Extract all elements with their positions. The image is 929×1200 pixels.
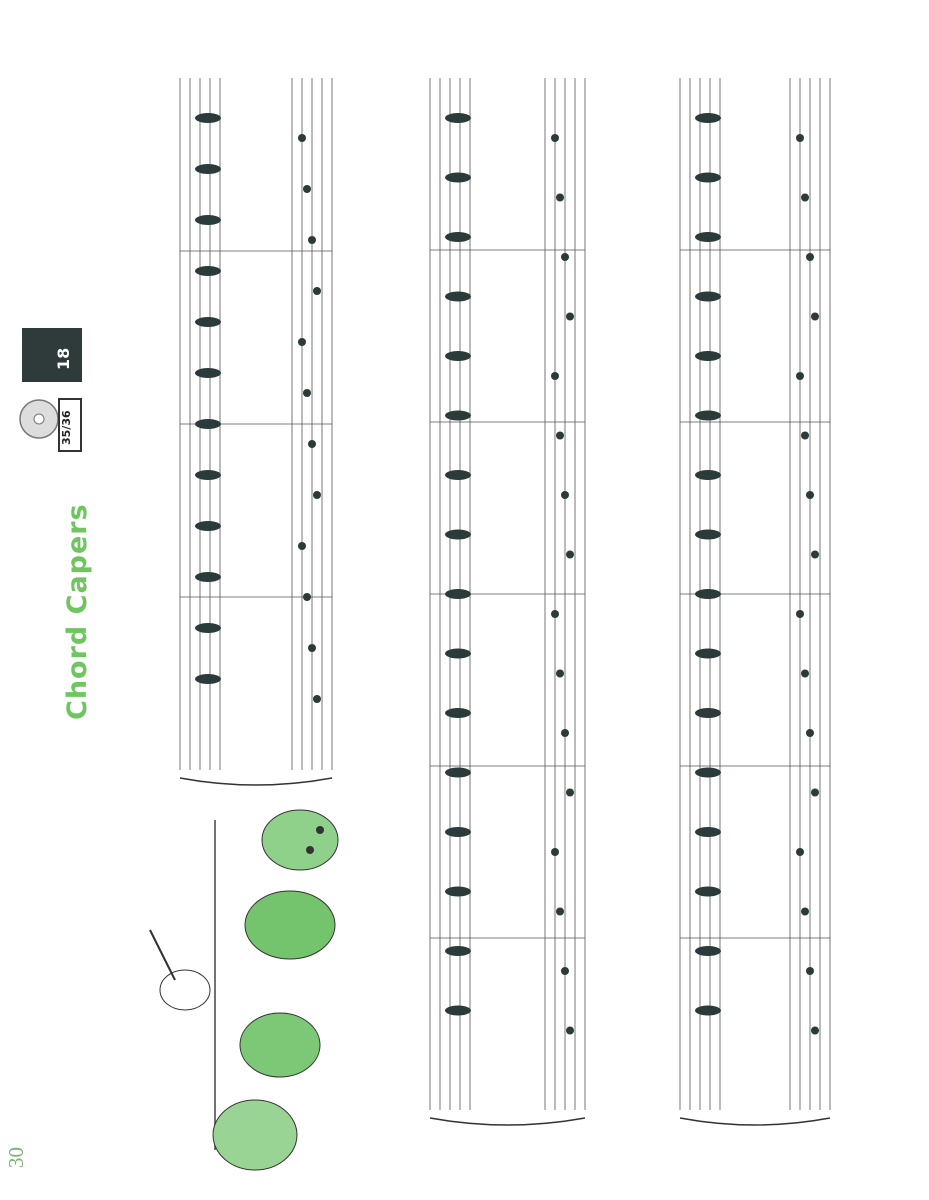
chord-note: [195, 215, 221, 225]
chord-note: [695, 827, 721, 837]
bass-note: [811, 789, 819, 797]
bass-note: [313, 491, 321, 499]
chord-note: [695, 589, 721, 599]
system-brace: [430, 1118, 585, 1125]
chord-note: [445, 1006, 471, 1016]
bass-note: [561, 729, 569, 737]
bass-note: [556, 908, 564, 916]
disk-track-number: 18: [54, 347, 73, 370]
bass-note: [303, 389, 311, 397]
chord-note: [195, 470, 221, 480]
bass-note: [566, 551, 574, 559]
chord-note: [445, 113, 471, 123]
bass-note: [313, 287, 321, 295]
chord-note: [695, 411, 721, 421]
chord-note: [695, 887, 721, 897]
chord-note: [445, 827, 471, 837]
chord-note: [695, 470, 721, 480]
chord-note: [445, 768, 471, 778]
chord-note: [695, 1006, 721, 1016]
bass-note: [551, 848, 559, 856]
chord-note: [445, 589, 471, 599]
bass-note: [551, 372, 559, 380]
chord-note: [195, 164, 221, 174]
bass-note: [308, 440, 316, 448]
chord-note: [195, 623, 221, 633]
chord-note: [695, 768, 721, 778]
system-brace: [680, 1118, 830, 1125]
bass-note: [796, 134, 804, 142]
chord-note: [445, 887, 471, 897]
bass-note: [298, 338, 306, 346]
chord-note: [695, 113, 721, 123]
chord-note: [445, 351, 471, 361]
cd-track-number: 35/36: [60, 410, 73, 445]
bass-note: [308, 236, 316, 244]
bass-note: [801, 670, 809, 678]
chord-note: [195, 521, 221, 531]
bass-note: [561, 253, 569, 261]
bass-note: [561, 491, 569, 499]
bass-note: [801, 432, 809, 440]
bass-note: [811, 551, 819, 559]
chord-note: [445, 173, 471, 183]
chord-note: [195, 368, 221, 378]
bass-note: [806, 967, 814, 975]
bass-note: [806, 729, 814, 737]
chord-note: [695, 232, 721, 242]
bass-note: [566, 1027, 574, 1035]
chord-note: [195, 674, 221, 684]
bass-note: [556, 432, 564, 440]
bass-note: [308, 644, 316, 652]
chord-note: [695, 173, 721, 183]
bass-note: [806, 491, 814, 499]
bass-note: [303, 185, 311, 193]
chord-note: [695, 292, 721, 302]
bass-note: [298, 542, 306, 550]
bass-note: [796, 372, 804, 380]
bass-note: [796, 610, 804, 618]
chord-note: [195, 317, 221, 327]
bass-note: [303, 593, 311, 601]
bass-note: [551, 610, 559, 618]
bass-note: [801, 194, 809, 202]
bass-note: [566, 313, 574, 321]
page-title: Chord Capers: [62, 503, 93, 720]
chord-note: [695, 946, 721, 956]
chord-note: [445, 946, 471, 956]
chord-note: [195, 113, 221, 123]
bass-note: [556, 670, 564, 678]
bass-note: [313, 695, 321, 703]
chord-note: [195, 266, 221, 276]
chord-note: [695, 351, 721, 361]
chord-note: [695, 649, 721, 659]
bass-note: [806, 253, 814, 261]
chord-note: [445, 470, 471, 480]
bass-note: [796, 848, 804, 856]
chord-note: [445, 708, 471, 718]
chord-note: [695, 530, 721, 540]
chord-note: [195, 572, 221, 582]
page-number: 30: [4, 1147, 28, 1168]
bass-note: [811, 1027, 819, 1035]
chord-note: [195, 419, 221, 429]
chord-note: [445, 292, 471, 302]
bass-note: [551, 134, 559, 142]
system-brace: [180, 778, 332, 785]
bass-note: [556, 194, 564, 202]
chord-note: [445, 232, 471, 242]
bass-note: [566, 789, 574, 797]
chord-note: [445, 530, 471, 540]
chord-note: [445, 649, 471, 659]
bass-note: [801, 908, 809, 916]
bass-note: [561, 967, 569, 975]
chord-note: [695, 708, 721, 718]
bass-note: [811, 313, 819, 321]
chord-note: [445, 411, 471, 421]
bass-note: [298, 134, 306, 142]
